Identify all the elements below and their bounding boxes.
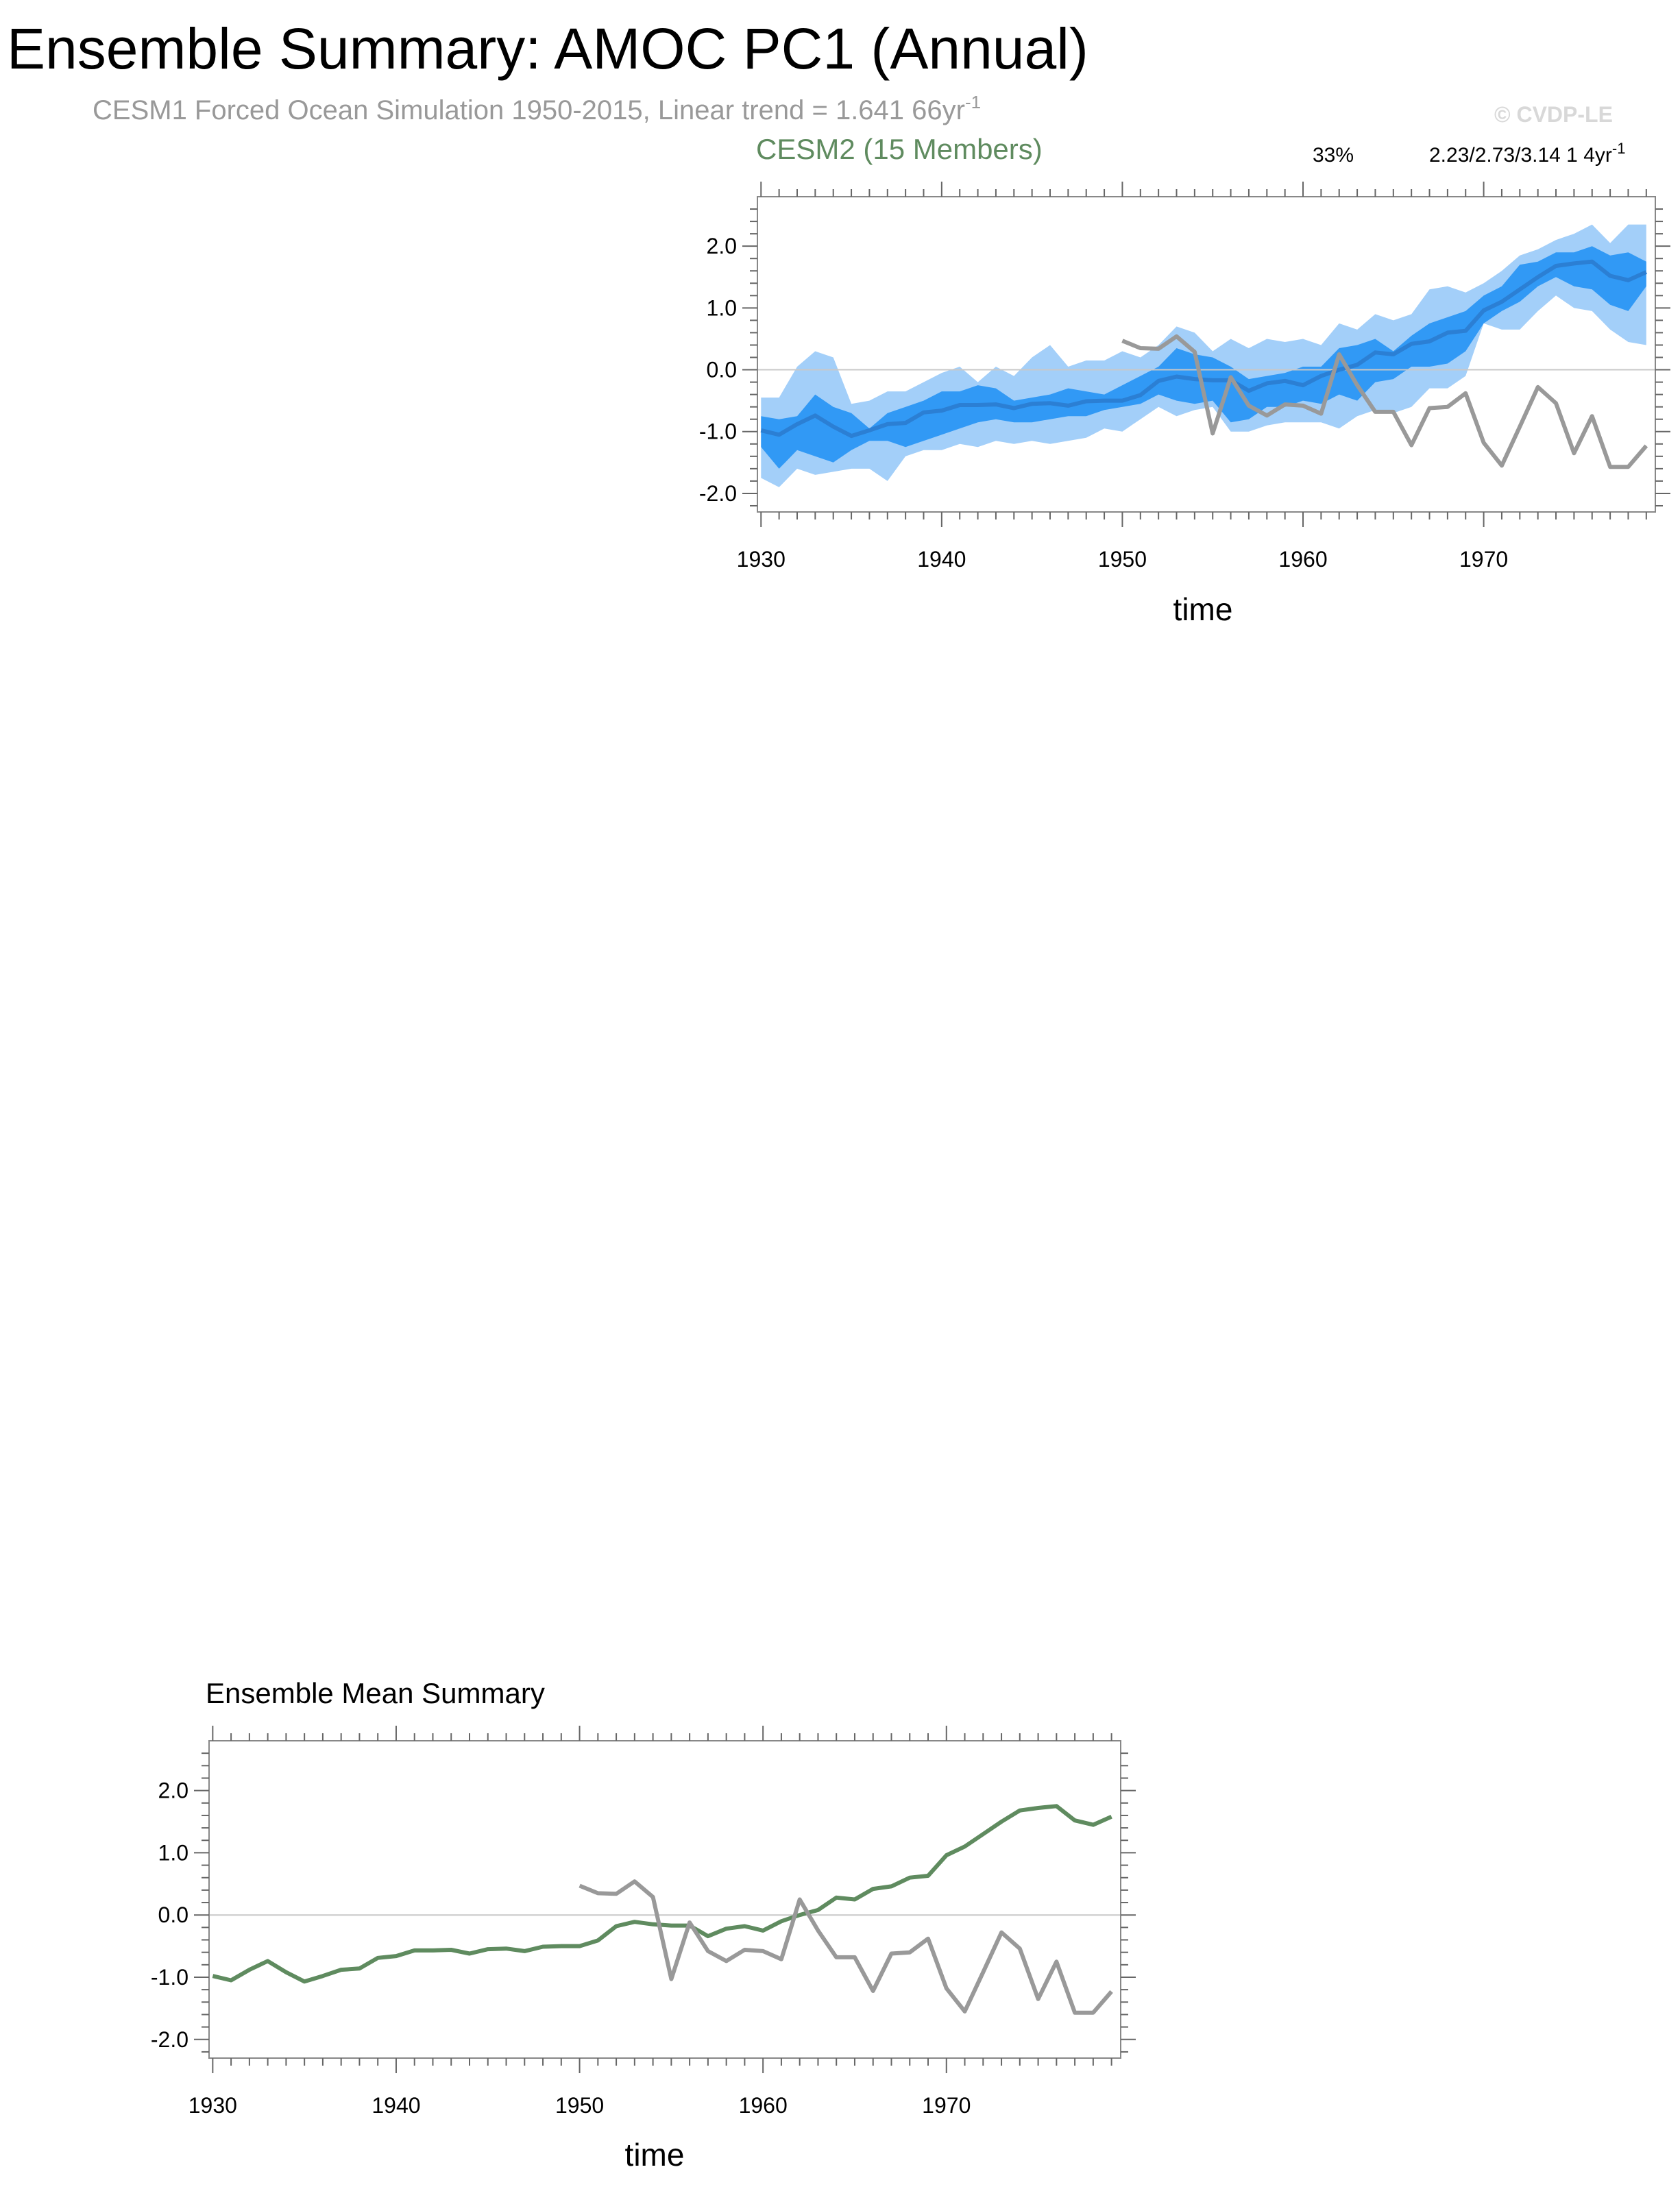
top-panel-plot bbox=[699, 182, 1670, 572]
top-panel-percent: 33% bbox=[1313, 144, 1354, 167]
x-tick-label: 1950 bbox=[555, 2093, 605, 2118]
trend-text: 2.23/2.73/3.14 1 4yr bbox=[1429, 144, 1612, 167]
bottom-panel-xlabel: time bbox=[624, 2137, 685, 2173]
outer-range-band bbox=[761, 225, 1646, 487]
y-tick-label: 2.0 bbox=[706, 234, 737, 259]
x-tick-label: 1970 bbox=[922, 2093, 971, 2118]
x-tick-label: 1930 bbox=[188, 2093, 237, 2118]
x-tick-label: 1960 bbox=[1278, 547, 1328, 572]
y-tick-label: -2.0 bbox=[698, 480, 737, 506]
figure-subtitle bbox=[93, 92, 981, 125]
trend-superscript: -1 bbox=[1611, 140, 1626, 157]
y-tick-label: 0.0 bbox=[158, 1903, 188, 1928]
subtitle-superscript: -1 bbox=[964, 92, 982, 112]
y-tick-label: -2.0 bbox=[150, 2027, 188, 2052]
top-panel-trend bbox=[1429, 140, 1625, 167]
x-tick-label: 1970 bbox=[1459, 547, 1509, 572]
y-tick-label: 1.0 bbox=[706, 295, 737, 321]
y-tick-label: 0.0 bbox=[706, 357, 737, 382]
subtitle-text: CESM1 Forced Ocean Simulation 1950-2015, Linear trend = 1.641 66yr bbox=[93, 95, 965, 125]
x-tick-label: 1960 bbox=[738, 2093, 788, 2118]
figure-title: Ensemble Summary: AMOC PC1 (Annual) bbox=[7, 16, 1088, 81]
y-tick-label: 1.0 bbox=[158, 1840, 188, 1866]
copyright-notice: © CVDP-LE bbox=[1494, 102, 1613, 127]
x-tick-label: 1940 bbox=[917, 547, 966, 572]
y-tick-label: -1.0 bbox=[150, 1964, 188, 1990]
ensemble-mean-line bbox=[212, 1806, 1111, 1981]
bottom-panel-label: Ensemble Mean Summary bbox=[206, 1677, 545, 1709]
x-tick-label: 1950 bbox=[1097, 547, 1147, 572]
top-panel-label: CESM2 (15 Members) bbox=[756, 133, 1043, 165]
top-panel-xlabel: time bbox=[1173, 591, 1233, 627]
plot-frame bbox=[209, 1741, 1121, 2058]
bottom-panel-plot bbox=[151, 1726, 1136, 2118]
y-tick-label: 2.0 bbox=[158, 1778, 188, 1803]
observed-line bbox=[580, 1881, 1112, 2013]
x-tick-label: 1940 bbox=[372, 2093, 421, 2118]
y-tick-label: -1.0 bbox=[698, 419, 737, 444]
inner-range-band bbox=[761, 246, 1646, 469]
x-tick-label: 1930 bbox=[736, 547, 786, 572]
